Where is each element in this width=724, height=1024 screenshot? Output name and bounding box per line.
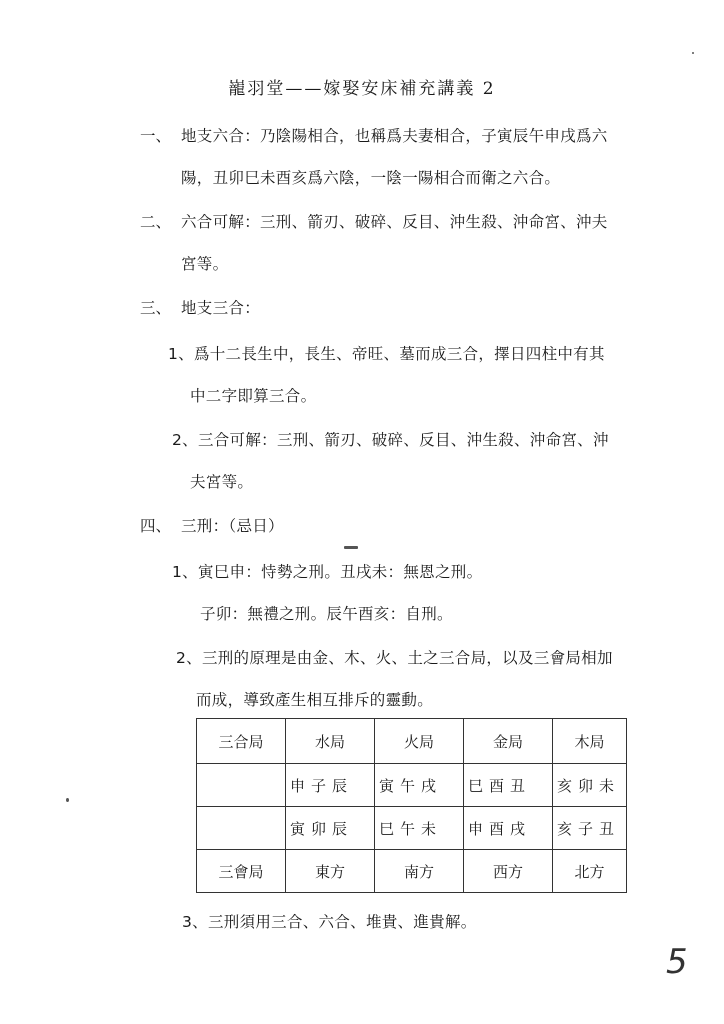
section-4-item-1-line-1: 1、寅巳申：恃勢之刑。丑戌未：無恩之刑。 (172, 563, 483, 581)
table-cell: 南方 (375, 850, 464, 893)
section-3-number: 三、 (140, 299, 172, 317)
section-4-heading: 三刑：（忌日） (181, 517, 284, 535)
table-cell: 寅卯辰 (286, 807, 375, 850)
section-3-item-1-line-2: 中二字即算三合。 (190, 387, 317, 405)
section-2-line-2: 宮等。 (181, 255, 229, 273)
table-cell: 巳午未 (375, 807, 464, 850)
table-cell: 金局 (464, 719, 553, 764)
table-cell (197, 807, 286, 850)
table-cell: 申酉戌 (464, 807, 553, 850)
table-cell: 水局 (286, 719, 375, 764)
section-2-line-1: 六合可解：三刑、箭刃、破碎、反目、沖生殺、沖命宮、沖夫 (181, 213, 608, 231)
section-3-item-2-line-1: 2、三合可解：三刑、箭刃、破碎、反目、沖生殺、沖命宮、沖 (172, 431, 609, 449)
table-cell: 木局 (553, 719, 627, 764)
table-row (197, 764, 627, 807)
section-3-item-1-line-1: 1、爲十二長生中，長生、帝旺、墓而成三合，擇日四柱中有其 (168, 345, 605, 363)
table-row (197, 807, 627, 850)
table-cell: 申子辰 (286, 764, 375, 807)
table-row (197, 850, 627, 893)
table-cell: 西方 (464, 850, 553, 893)
scan-speck (692, 52, 694, 54)
table-cell (197, 764, 286, 807)
table-cell: 三會局 (197, 850, 286, 893)
table-row (197, 719, 627, 764)
table-cell: 三合局 (197, 719, 286, 764)
page-number: 5 (666, 942, 688, 982)
table-cell: 火局 (375, 719, 464, 764)
sanhe-sanhui-table (196, 718, 627, 893)
table-cell: 亥卯未 (553, 764, 627, 807)
section-3-item-2-line-2: 夫宮等。 (190, 473, 254, 491)
section-2-number: 二、 (140, 213, 172, 231)
section-4-number: 四、 (140, 517, 172, 535)
table-cell: 東方 (286, 850, 375, 893)
table-cell: 北方 (553, 850, 627, 893)
document-title: 巃羽堂——嫁娶安床補充講義 2 (228, 79, 496, 99)
section-1-number: 一、 (140, 127, 172, 145)
table-cell: 寅午戌 (375, 764, 464, 807)
section-4-item-2-line-2: 而成，導致產生相互排斥的靈動。 (196, 691, 434, 709)
section-4-item-1-line-2: 子卯：無禮之刑。辰午酉亥：自刑。 (200, 605, 453, 623)
scan-speck (344, 546, 358, 549)
section-1-line-1: 地支六合：乃陰陽相合，也稱爲夫妻相合，子寅辰午申戌爲六 (181, 127, 608, 145)
section-3-heading: 地支三合： (181, 299, 261, 317)
section-4-item-2-line-1: 2、三刑的原理是由金、木、火、土之三合局，以及三會局相加 (176, 649, 613, 667)
table-cell: 亥子丑 (553, 807, 627, 850)
section-1-line-2: 陽，丑卯巳未酉亥爲六陰，一陰一陽相合而衛之六合。 (181, 169, 561, 187)
table-cell: 巳酉丑 (464, 764, 553, 807)
scan-speck (66, 798, 69, 802)
section-4-item-3: 3、三刑須用三合、六合、堆貴、進貴解。 (182, 913, 477, 931)
